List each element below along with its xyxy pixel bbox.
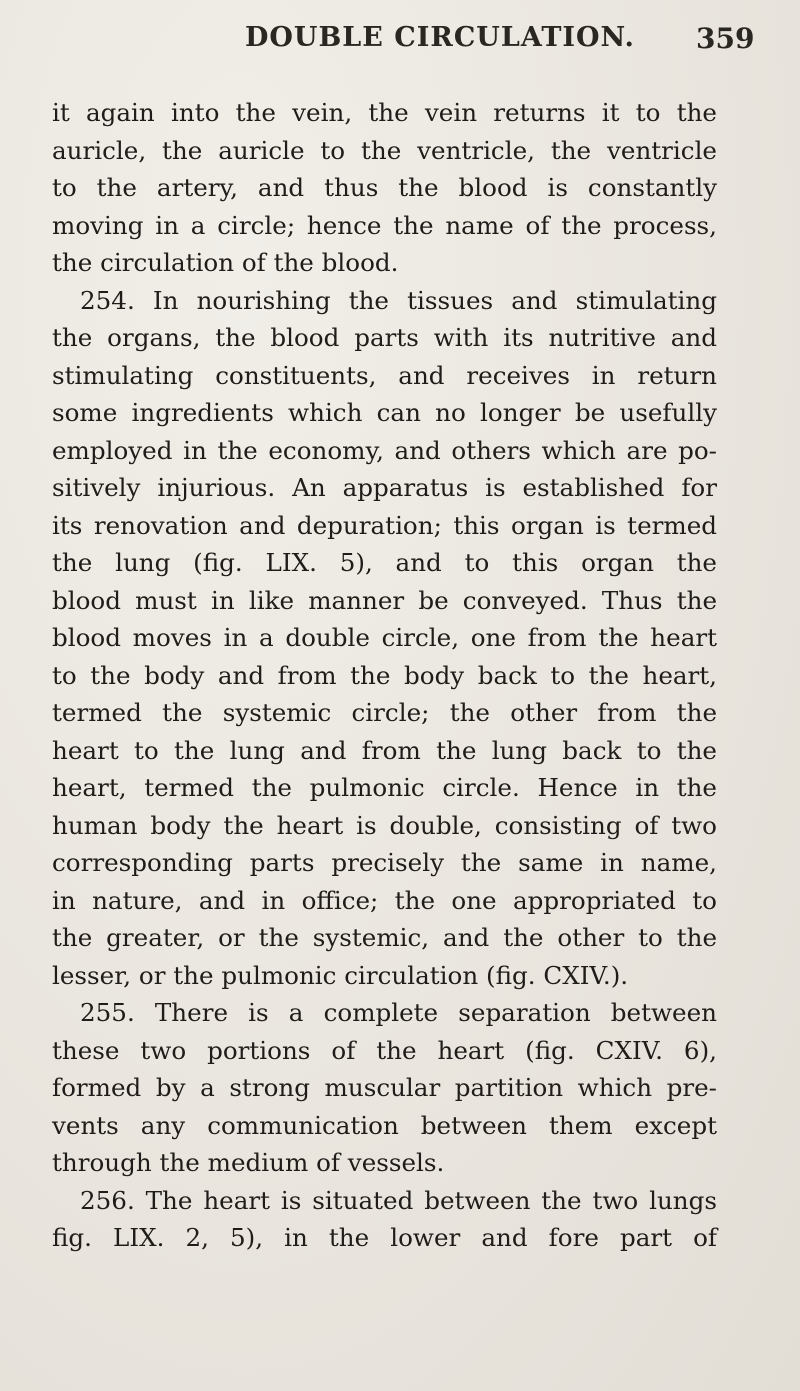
text-line: some ingredients which can no longer be usefully <box>52 398 717 427</box>
text-line: fig. LIX. 2, 5), in the lower and fore part of <box>52 1223 717 1252</box>
text-line: these two portions of the heart (fig. CXIV. 6), <box>52 1035 717 1065</box>
text-line: the greater, or the systemic, and the other to the <box>52 923 717 952</box>
text-line: human body the heart is double, consisting of two <box>52 810 717 840</box>
text-line: blood moves in a double circle, one from the heart <box>52 623 717 652</box>
text-line: employed in the economy, and others which are po- <box>52 435 717 465</box>
text-line: blood must in like manner be conveyed. Thus the <box>52 585 717 615</box>
text-line: its renovation and depuration; this organ is termed <box>52 510 717 540</box>
text-line: sitively injurious. An apparatus is established for <box>52 473 717 502</box>
text-line: it again into the vein, the vein returns it to the <box>52 98 717 127</box>
paragraph-255-start: 255. There is a complete separation between <box>80 998 717 1027</box>
page-number: 359 <box>696 22 755 55</box>
text-line: heart, termed the pulmonic circle. Hence in the <box>52 773 717 802</box>
text-line: lesser, or the pulmonic circulation (fig. CXIV.). <box>52 960 629 990</box>
text-line: to the body and from the body back to the heart, <box>52 660 717 690</box>
text-line: stimulating constituents, and receives in return <box>52 360 717 390</box>
page-header <box>0 14 800 74</box>
text-line: in nature, and in office; the one appropriated to <box>52 885 717 915</box>
paragraph-256-start: 256. The heart is situated between the two lungs <box>80 1185 717 1215</box>
text-line: formed by a strong muscular partition which pre- <box>52 1073 717 1102</box>
text-line: the organs, the blood parts with its nutritive and <box>52 323 717 352</box>
text-line: corresponding parts precisely the same in name, <box>52 848 717 877</box>
running-title: DOUBLE CIRCULATION. <box>245 22 635 53</box>
text-line: through the medium of vessels. <box>52 1148 445 1177</box>
body-text <box>52 94 717 1257</box>
text-line: the lung (fig. LIX. 5), and to this organ the <box>52 548 717 577</box>
text-line: termed the systemic circle; the other from the <box>52 698 717 727</box>
text-line: vents any communication between them except <box>52 1110 717 1140</box>
text-line: to the artery, and thus the blood is constantly <box>52 173 717 202</box>
paragraph-254-start: 254. In nourishing the tissues and stimulating <box>80 285 717 315</box>
text-line: heart to the lung and from the lung back to the <box>52 735 717 765</box>
text-line: moving in a circle; hence the name of the process, <box>52 210 717 240</box>
text-line: auricle, the auricle to the ventricle, the ventricle <box>52 135 717 165</box>
text-line: the circulation of the blood. <box>52 248 399 277</box>
